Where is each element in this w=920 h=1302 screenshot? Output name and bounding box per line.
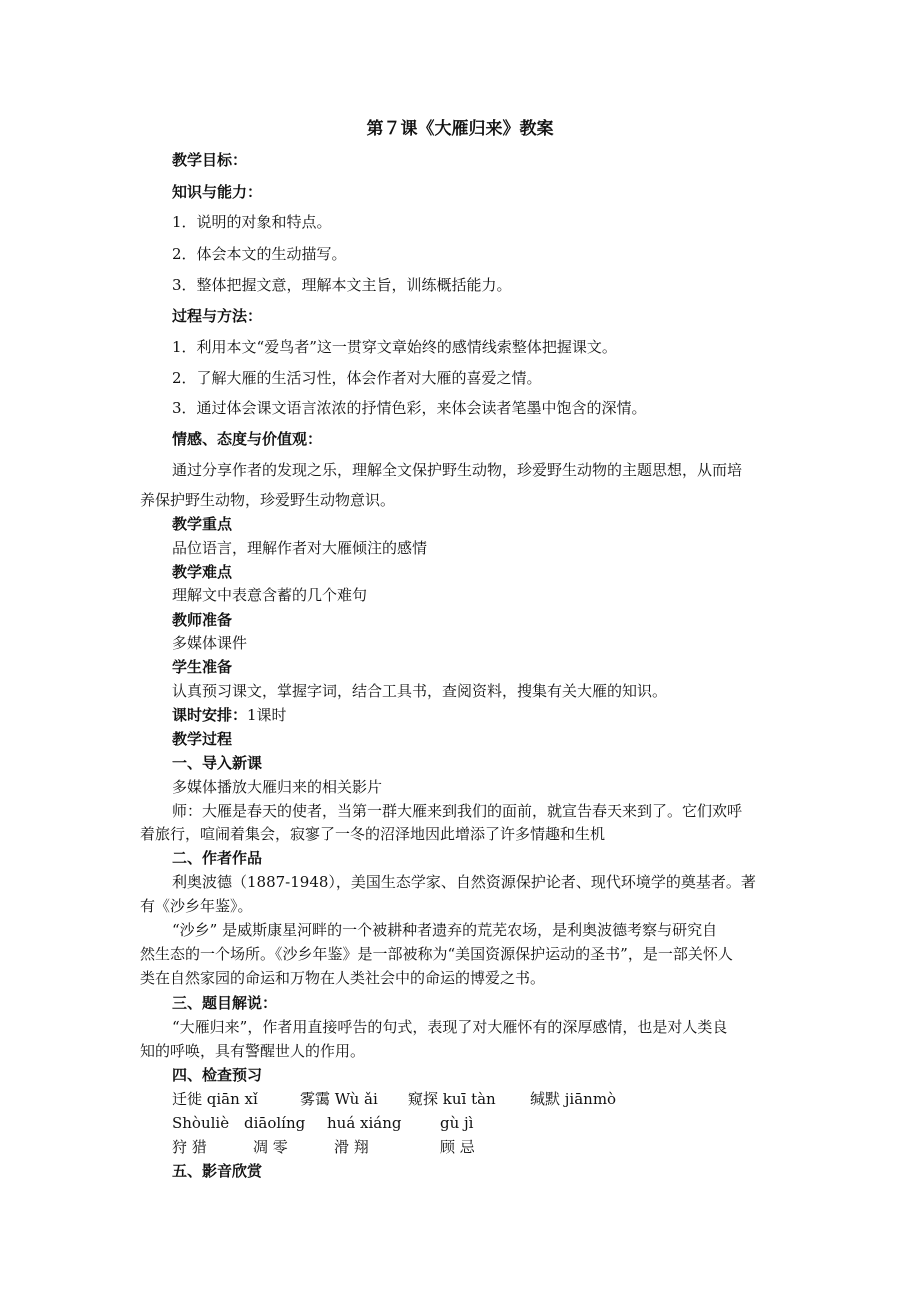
list-item: 3．整体把握文意，理解本文主旨，训练概括能力。	[172, 276, 512, 294]
knowledge-heading: 知识与能力：	[172, 183, 263, 201]
paragraph-line: 师：大雁是春天的使者，当第一群大雁来到我们的面前，就宣告春天来到了。它们欢呼	[172, 802, 743, 820]
paragraph-line: “沙乡” 是威斯康星河畔的一个被耕种者遗弃的荒芜农场，是利奥波德考察与研究自	[172, 921, 718, 939]
paragraph-line: “大雁归来”，作者用直接呼告的句式，表现了对大雁怀有的深厚感情，也是对人类良	[172, 1018, 728, 1036]
vocab-pinyin: huá xiáng	[327, 1114, 402, 1132]
paragraph-line: 然生态的一个场所。《沙乡年鉴》是一部被称为“美国资源保护运动的圣书”，是一部关怀人	[140, 945, 733, 963]
list-item: 2．了解大雁的生活习性，体会作者对大雁的喜爱之情。	[172, 369, 542, 387]
schedule-label: 课时安排：	[172, 706, 248, 724]
process-heading: 教学过程	[172, 730, 233, 748]
paragraph-line: 养保护野生动物，珍爱野生动物意识。	[140, 491, 396, 509]
vocab-word: 凋 零	[253, 1138, 288, 1156]
paragraph-line: 着旅行，喧闹着集会，寂寥了一冬的沼泽地因此增添了许多情趣和生机	[140, 825, 606, 843]
list-item: 2．体会本文的生动描写。	[172, 245, 347, 263]
section-heading: 二、作者作品	[172, 849, 263, 867]
section-heading: 一、导入新课	[172, 754, 263, 772]
vocab-pinyin: gù jì	[440, 1114, 474, 1132]
vocab-pinyin: Shòuliè	[172, 1114, 230, 1132]
paragraph-line: 利奥波德（1887-1948），美国生态学家、自然资源保护论者、现代环境学的奠基者。著	[172, 873, 756, 891]
paragraph-line: 类在自然家园的命运和万物在人类社会中的命运的博爱之书。	[140, 969, 546, 987]
list-item: 3．通过体会课文语言浓浓的抒情色彩，来体会读者笔墨中饱含的深情。	[172, 399, 647, 417]
vocab-word: 滑 翔	[334, 1138, 369, 1156]
list-item: 1．利用本文“爱鸟者”这一贯穿文章始终的感情线索整体把握课文。	[172, 338, 617, 356]
vocab-item: 雾霭 Wù ǎi	[300, 1090, 378, 1108]
schedule-value: 1课时	[247, 706, 287, 724]
teacher-prep-text: 多媒体课件	[172, 634, 248, 652]
section-heading: 四、检查预习	[172, 1066, 263, 1084]
schedule-line	[172, 705, 287, 725]
vocab-pinyin: diāolíng	[244, 1114, 306, 1132]
list-item: 1．说明的对象和特点。	[172, 213, 332, 231]
teacher-prep-heading: 教师准备	[172, 611, 233, 629]
difficulty-text: 理解文中表意含蓄的几个难句	[172, 586, 368, 604]
student-prep-heading: 学生准备	[172, 658, 233, 676]
paragraph-line: 多媒体播放大雁归来的相关影片	[172, 778, 383, 796]
difficulty-heading: 教学难点	[172, 563, 233, 581]
emotion-heading: 情感、态度与价值观：	[172, 430, 323, 448]
vocab-word: 顾 忌	[440, 1138, 475, 1156]
process-method-heading: 过程与方法：	[172, 307, 263, 325]
paragraph-line: 通过分享作者的发现之乐，理解全文保护野生动物，珍爱野生动物的主题思想，从而培	[172, 461, 743, 479]
paragraph-line: 有《沙乡年鉴》。	[140, 897, 253, 915]
page-title: 第７课《大雁归来》教案	[366, 119, 554, 139]
key-point-heading: 教学重点	[172, 515, 233, 533]
vocab-item: 窥探 kuī tàn	[408, 1090, 496, 1108]
section-heading: 三、题目解说：	[172, 994, 278, 1012]
student-prep-text: 认真预习课文，掌握字词，结合工具书，查阅资料，搜集有关大雁的知识。	[172, 682, 668, 700]
vocab-word: 狩 猎	[172, 1138, 207, 1156]
goals-heading: 教学目标：	[172, 151, 248, 169]
key-point-text: 品位语言，理解作者对大雁倾注的感情	[172, 539, 428, 557]
paragraph-line: 知的呼唤，具有警醒世人的作用。	[140, 1042, 366, 1060]
vocab-item: 缄默 jiānmò	[530, 1090, 617, 1108]
section-heading: 五、影音欣赏	[172, 1162, 263, 1180]
vocab-item: 迁徙 qiān xǐ	[172, 1090, 258, 1108]
